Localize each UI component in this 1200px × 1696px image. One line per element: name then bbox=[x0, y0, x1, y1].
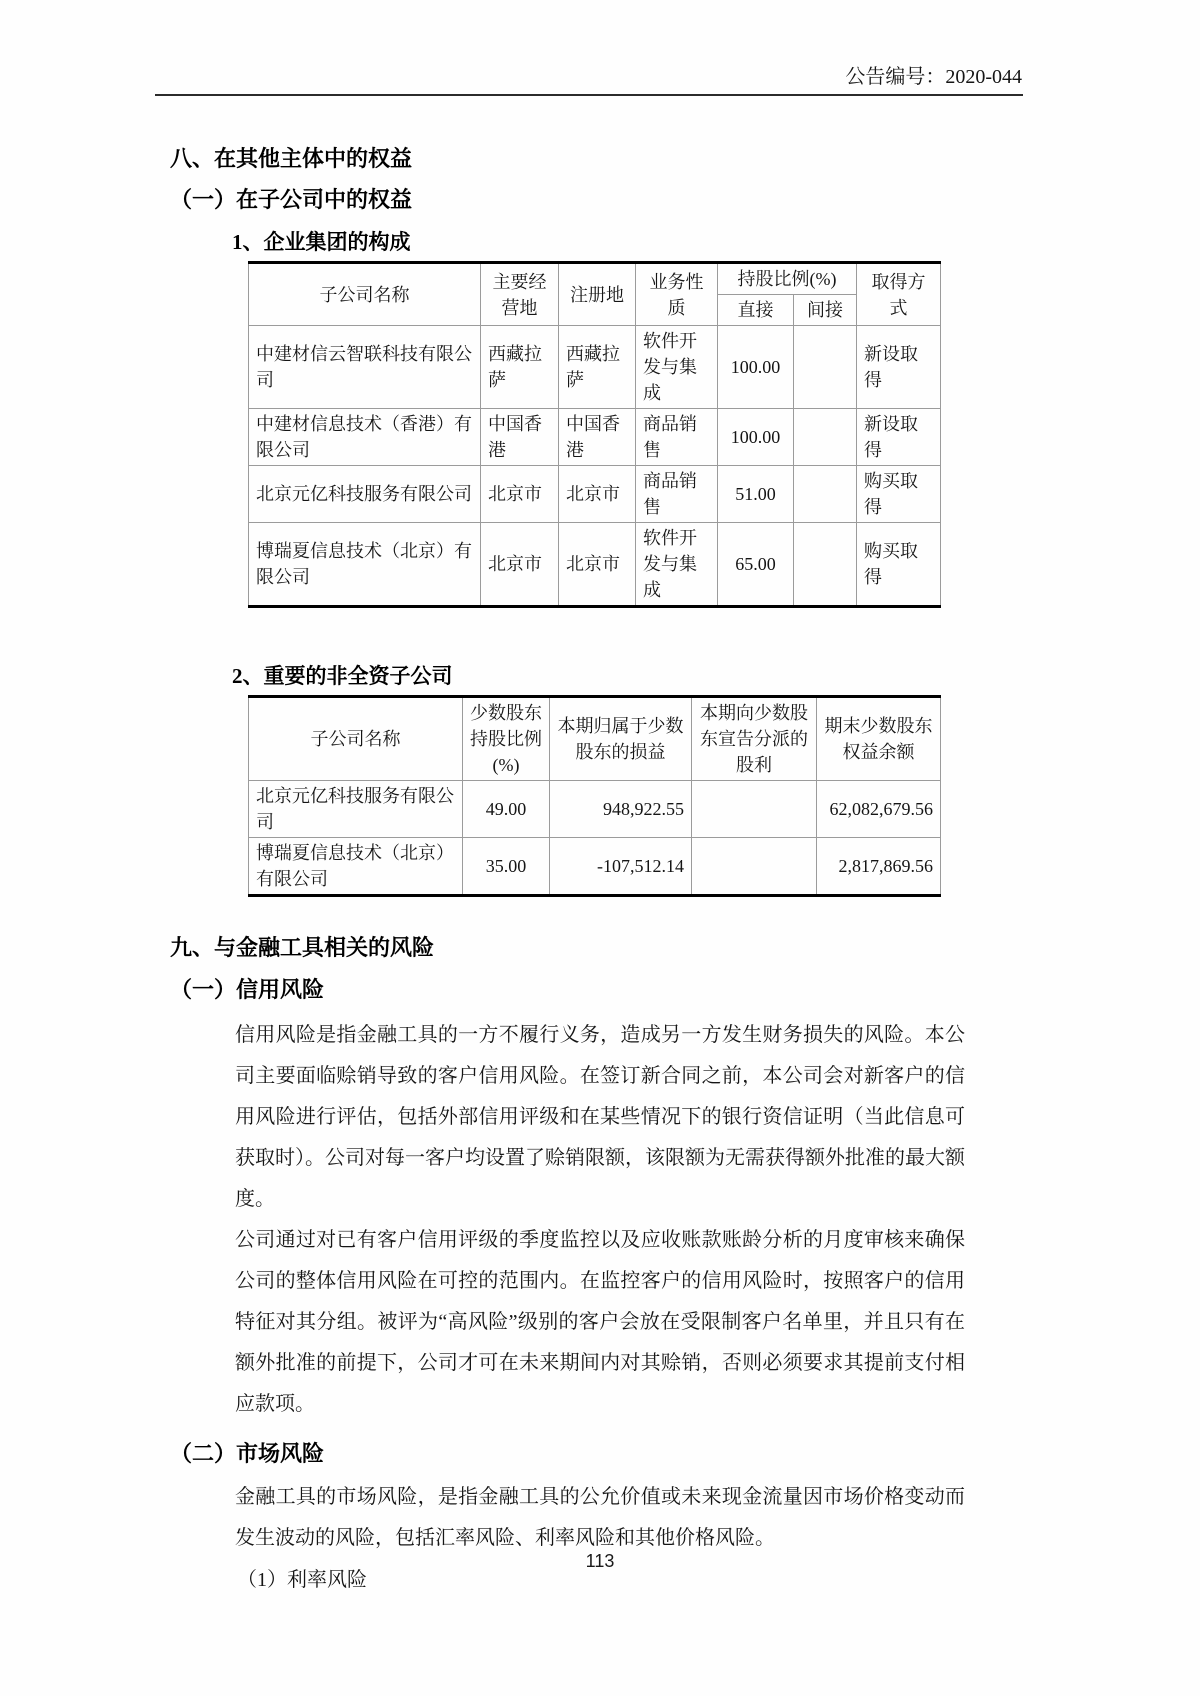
cell-business: 软件开发与集成 bbox=[636, 326, 718, 409]
table-row bbox=[249, 326, 941, 409]
cell-name: 北京元亿科技服务有限公司 bbox=[249, 781, 463, 838]
cell-indirect bbox=[794, 466, 857, 523]
section-8-title: 八、在其他主体中的权益 bbox=[170, 146, 413, 171]
credit-risk-title: （一）信用风险 bbox=[170, 977, 325, 1002]
cell-indirect bbox=[794, 523, 857, 607]
cell-minority-ratio: 49.00 bbox=[463, 781, 550, 838]
col-header-business-nature: 业务性质 bbox=[636, 263, 718, 326]
cell-registered-place: 西藏拉萨 bbox=[559, 326, 636, 409]
cell-minority-ratio: 35.00 bbox=[463, 838, 550, 896]
subsection-subsidiaries-title: （一）在子公司中的权益 bbox=[170, 187, 413, 212]
credit-risk-paragraph-1: 信用风险是指金融工具的一方不履行义务，造成另一方发生财务损失的风险。本公司主要面临赊销导致的客户信用风险。在签订新合同之前，本公司会对新客户的信用风险进行评估，包括外部信用评级和在某些情况下的银行资信证明（当此信息可获取时）。公司对每一客户均设置了赊销限额，该限额为无需获得额外批准的最大额度。 bbox=[235, 1024, 965, 1210]
table-2-header-row bbox=[249, 697, 941, 781]
credit-risk-paragraph-2: 公司通过对已有客户信用评级的季度监控以及应收账款账龄分析的月度审核来确保公司的整体信用风险在可控的范围内。在监控客户的信用风险时，按照客户的信用特征对其分组。被评为“高风险”级别的客户会放在受限制客户名单里，并且只有在额外批准的前提下，公司才可在未来期间内对其赊销，否则必须要求其提前支付相应款项。 bbox=[235, 1229, 965, 1415]
cell-equity-balance: 62,082,679.56 bbox=[817, 781, 941, 838]
cell-acquire: 购买取得 bbox=[857, 466, 941, 523]
col-header-minority-ratio: 少数股东持股比例(%) bbox=[463, 697, 550, 781]
cell-direct: 65.00 bbox=[718, 523, 794, 607]
cell-indirect bbox=[794, 326, 857, 409]
cell-registered-place: 中国香港 bbox=[559, 409, 636, 466]
cell-name: 中建材信息技术（香港）有限公司 bbox=[249, 409, 481, 466]
cell-main-place: 北京市 bbox=[481, 466, 559, 523]
cell-registered-place: 北京市 bbox=[559, 523, 636, 607]
cell-direct: 100.00 bbox=[718, 326, 794, 409]
table-row bbox=[249, 523, 941, 607]
page-number: 113 bbox=[585, 1551, 615, 1571]
table-row bbox=[249, 781, 941, 838]
col-header-dividend: 本期向少数股东宣告分派的股利 bbox=[692, 697, 817, 781]
table-row bbox=[249, 409, 941, 466]
cell-minority-pl: -107,512.14 bbox=[550, 838, 692, 896]
cell-acquire: 新设取得 bbox=[857, 326, 941, 409]
col-header-main-place: 主要经营地 bbox=[481, 263, 559, 326]
table-row bbox=[249, 466, 941, 523]
cell-indirect bbox=[794, 409, 857, 466]
notice-number: 公告编号：2020-044 bbox=[845, 66, 1022, 88]
cell-minority-pl: 948,922.55 bbox=[550, 781, 692, 838]
cell-main-place: 中国香港 bbox=[481, 409, 559, 466]
col-header-direct: 直接 bbox=[718, 295, 794, 326]
col-header-subsidiary-name: 子公司名称 bbox=[249, 697, 463, 781]
group-composition-table bbox=[248, 261, 941, 608]
col-header-holding-ratio: 持股比例(%) bbox=[718, 263, 857, 295]
cell-direct: 100.00 bbox=[718, 409, 794, 466]
interest-rate-risk-title: （1）利率风险 bbox=[237, 1569, 367, 1591]
cell-acquire: 购买取得 bbox=[857, 523, 941, 607]
table-row bbox=[249, 838, 941, 896]
cell-name: 北京元亿科技服务有限公司 bbox=[249, 466, 481, 523]
market-risk-paragraph: 金融工具的市场风险，是指金融工具的公允价值或未来现金流量因市场价格变动而发生波动的风险，包括汇率风险、利率风险和其他价格风险。 bbox=[235, 1486, 965, 1549]
section-9-title: 九、与金融工具相关的风险 bbox=[170, 935, 435, 960]
cell-acquire: 新设取得 bbox=[857, 409, 941, 466]
col-header-subsidiary-name: 子公司名称 bbox=[249, 263, 481, 326]
cell-equity-balance: 2,817,869.56 bbox=[817, 838, 941, 896]
market-risk-title: （二）市场风险 bbox=[170, 1441, 325, 1466]
cell-main-place: 北京市 bbox=[481, 523, 559, 607]
table-2-title: 2、重要的非全资子公司 bbox=[232, 664, 453, 688]
cell-name: 博瑞夏信息技术（北京）有限公司 bbox=[249, 838, 463, 896]
cell-business: 软件开发与集成 bbox=[636, 523, 718, 607]
col-header-registered-place: 注册地 bbox=[559, 263, 636, 326]
col-header-equity-balance: 期末少数股东权益余额 bbox=[817, 697, 941, 781]
non-wholly-owned-subsidiaries-table bbox=[248, 695, 941, 897]
col-header-acquire-method: 取得方式 bbox=[857, 263, 941, 326]
cell-business: 商品销售 bbox=[636, 409, 718, 466]
cell-business: 商品销售 bbox=[636, 466, 718, 523]
cell-name: 中建材信云智联科技有限公司 bbox=[249, 326, 481, 409]
cell-dividend bbox=[692, 838, 817, 896]
cell-registered-place: 北京市 bbox=[559, 466, 636, 523]
table-1-title: 1、企业集团的构成 bbox=[232, 230, 411, 254]
table-1-header-row-1 bbox=[249, 263, 941, 295]
cell-name: 博瑞夏信息技术（北京）有限公司 bbox=[249, 523, 481, 607]
cell-dividend bbox=[692, 781, 817, 838]
cell-direct: 51.00 bbox=[718, 466, 794, 523]
cell-main-place: 西藏拉萨 bbox=[481, 326, 559, 409]
col-header-indirect: 间接 bbox=[794, 295, 857, 326]
col-header-minority-pl: 本期归属于少数股东的损益 bbox=[550, 697, 692, 781]
